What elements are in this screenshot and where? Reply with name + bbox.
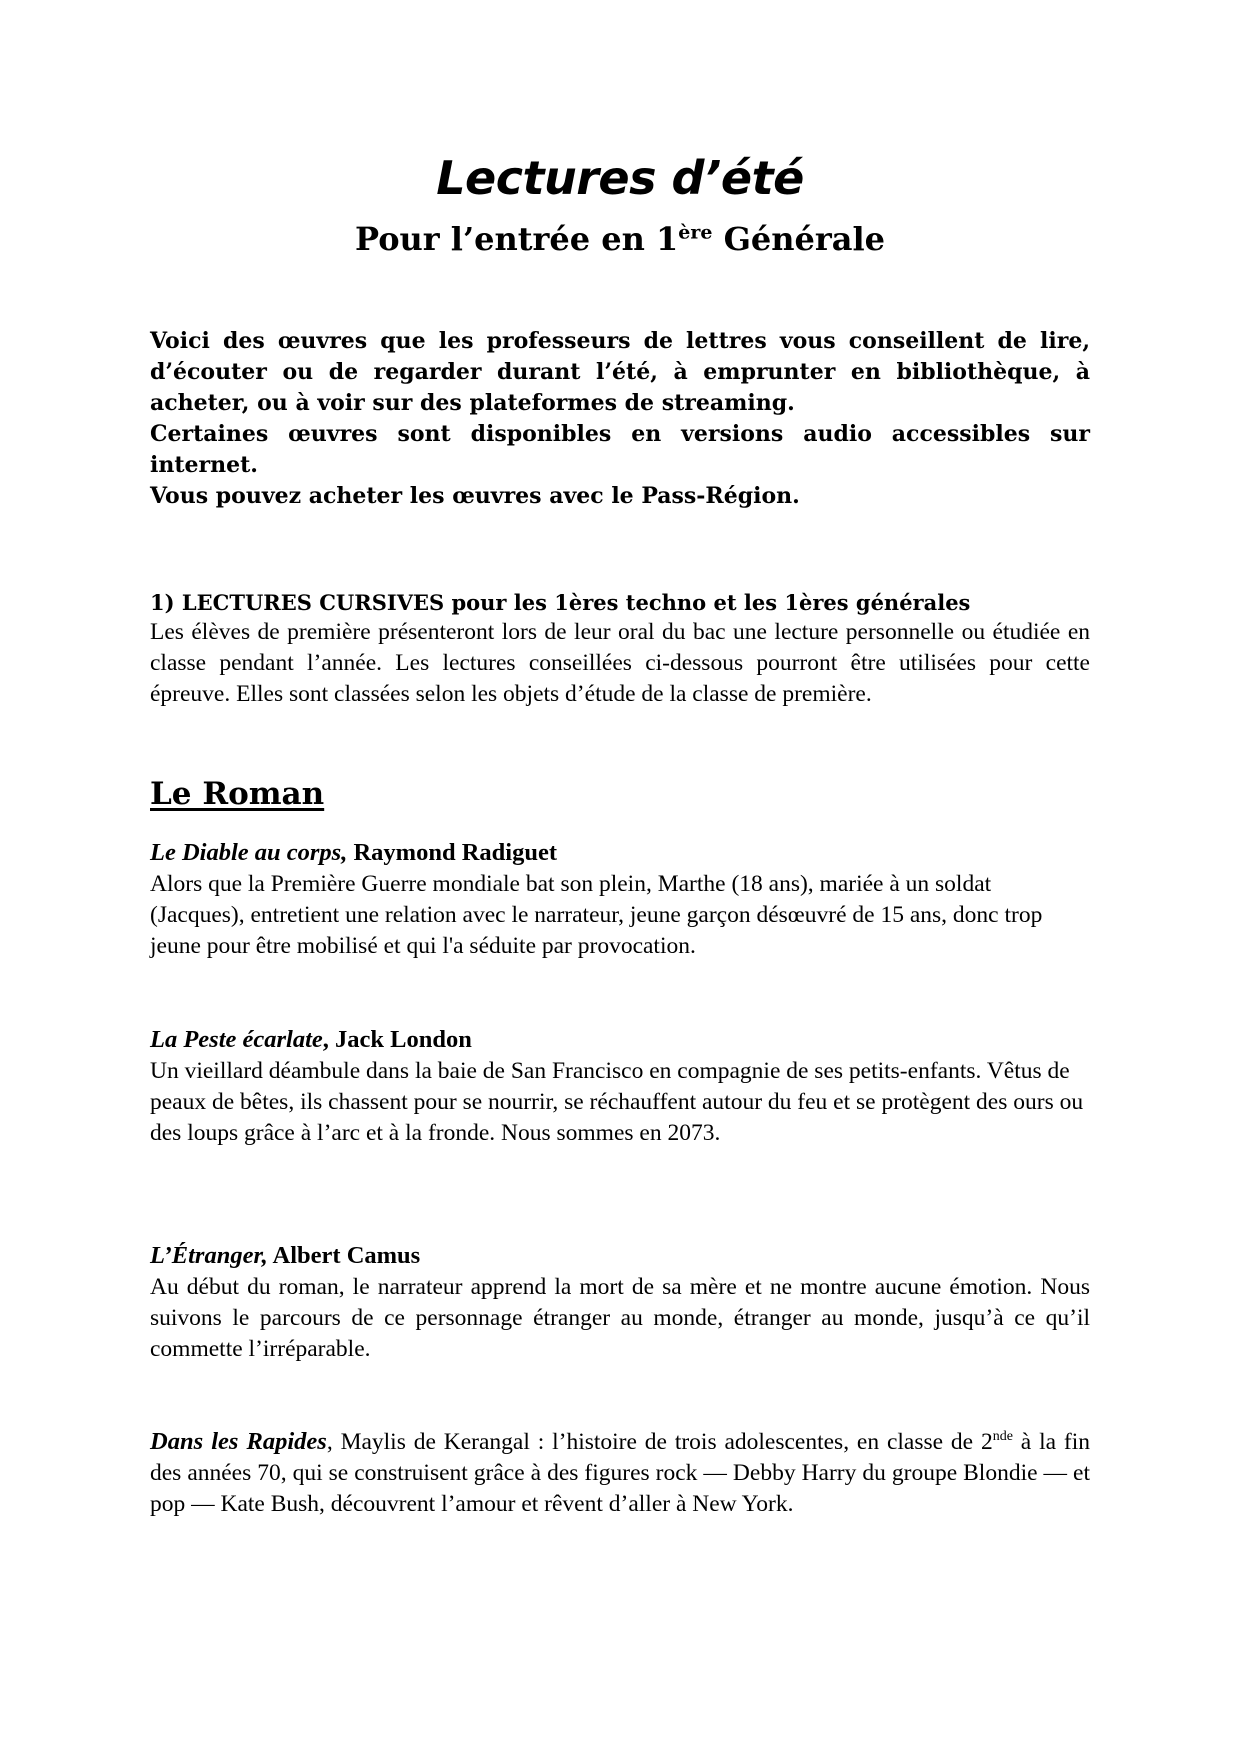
intro-paragraph: Certaines œuvres sont disponibles en versions audio accessibles sur internet. [150, 421, 1090, 478]
book-heading [150, 837, 1090, 869]
book-superscript: nde [992, 1429, 1013, 1445]
book-summary: Un vieillard déambule dans la baie de San Francisco en compagnie de ses petits-enfants. Vêtus de peaux de bêtes, ils chassent pour se nourrir, se réchauffent autour du feu et se protègent des ours ou des loups grâce à l’arc et à la fronde. Nous sommes en 2073. [150, 1058, 1084, 1146]
subtitle-superscript: ère [678, 221, 713, 244]
page-subtitle [0, 218, 1240, 260]
genre-heading: Le Roman [150, 776, 325, 812]
subtitle-text-pre: Pour l’entrée en 1 [354, 220, 679, 258]
book-heading [150, 1024, 1090, 1056]
book-entry [150, 1240, 1090, 1365]
subtitle-text-post: Générale [712, 220, 885, 258]
book-summary: Au début du roman, le narrateur apprend la mort de sa mère et ne montre aucune émotion. Nous suivons le parcours de ce personnage étranger au monde, étranger au monde, jusqu’à ce qu’il commette l’irréparable. [150, 1274, 1090, 1362]
book-entry [150, 1426, 1090, 1520]
book-title: Le Diable au corps, [150, 839, 348, 866]
section-heading: 1) LECTURES CURSIVES pour les 1ères techno et les 1ères générales [150, 590, 971, 615]
page-title: Lectures d’été [436, 151, 804, 205]
book-entry [150, 1024, 1090, 1149]
book-title: L’Étranger, [150, 1242, 268, 1269]
book-author: Albert Camus [267, 1242, 421, 1269]
book-text: à la fin des années 70, qui se construisent grâce à des figures rock — Debby Harry du groupe Blondie — et pop — Kate Bush, découvrent l’amour et rêvent d’aller à New York. [150, 1429, 1090, 1517]
book-text: , Maylis de Kerangal : l’histoire de trois adolescentes, en classe de 2 [326, 1429, 993, 1455]
book-title: La Peste écarlate [150, 1026, 323, 1053]
book-entry [150, 837, 1090, 962]
intro-block [150, 326, 1090, 512]
book-author: , Jack London [322, 1026, 472, 1053]
book-author: Raymond Radiguet [347, 839, 557, 866]
section-description: Les élèves de première présenteront lors de leur oral du bac une lecture personnelle ou étudiée en classe pendant l’année. Les lectures conseillées ci-dessous pourront être utilisées pour cette épreuve. Elles sont classées selon les objets d’étude de la classe de première. [150, 619, 1090, 707]
book-summary [150, 1426, 1090, 1520]
intro-paragraph: Voici des œuvres que les professeurs de lettres vous conseillent de lire, d’écouter ou de regarder durant l’été, à emprunter en bibliothèque, à acheter, ou à voir sur des plateformes de streaming. [150, 328, 1090, 416]
book-heading [150, 1240, 1090, 1272]
intro-paragraph: Vous pouvez acheter les œuvres avec le Pass-Région. [150, 483, 800, 509]
book-title: Dans les Rapides [150, 1428, 327, 1455]
book-summary: Alors que la Première Guerre mondiale bat son plein, Marthe (18 ans), mariée à un soldat (Jacques), entretient une relation avec le narrateur, jeune garçon désœuvré de 15 ans, donc trop jeune pour être mobilisé et qui l'a séduite par provocation. [150, 871, 1043, 959]
